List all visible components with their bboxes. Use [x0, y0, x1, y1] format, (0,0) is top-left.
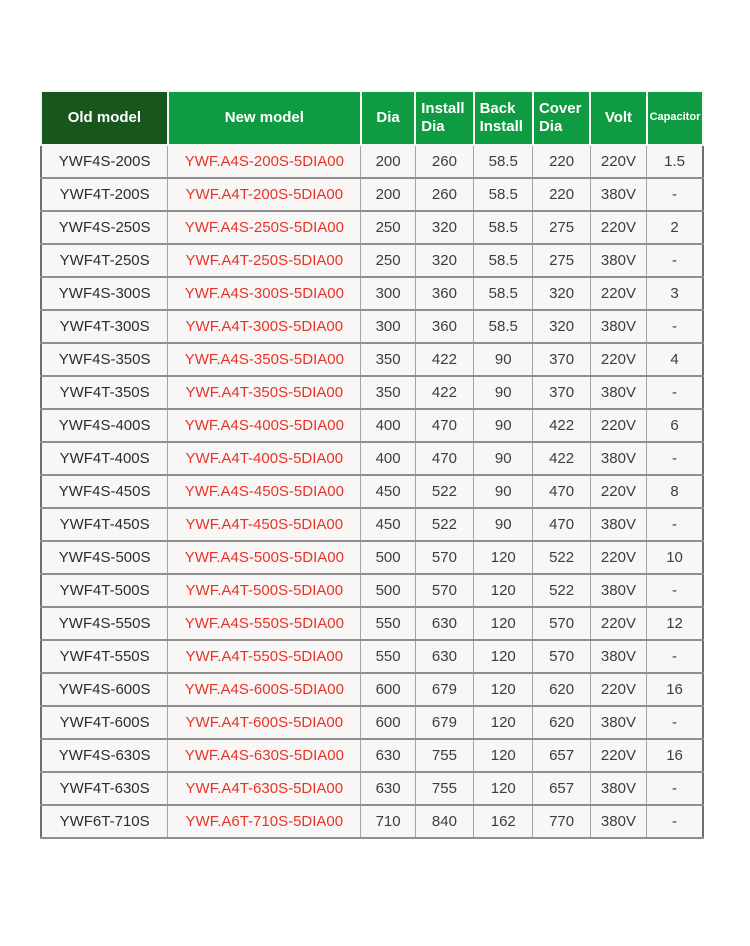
table-row	[41, 673, 703, 706]
volt-cell: 380V	[590, 574, 646, 607]
new-model-cell: YWF.A4T-450S-5DIA00	[168, 508, 361, 541]
table-header	[41, 91, 703, 145]
install-dia-cell: 522	[415, 508, 473, 541]
cover-dia-cell: 522	[533, 574, 590, 607]
table-row	[41, 574, 703, 607]
dia-cell: 300	[361, 310, 415, 343]
back-install-cell: 90	[474, 343, 533, 376]
cover-dia-cell: 570	[533, 640, 590, 673]
back-install-cell: 90	[474, 442, 533, 475]
table-row	[41, 739, 703, 772]
new-model-cell: YWF.A4S-600S-5DIA00	[168, 673, 361, 706]
new-model-cell: YWF.A4T-250S-5DIA00	[168, 244, 361, 277]
capacitor-cell: -	[647, 772, 703, 805]
old-model-cell: YWF4S-200S	[41, 145, 168, 178]
cover-dia-cell: 620	[533, 673, 590, 706]
back-install-cell: 90	[474, 508, 533, 541]
capacitor-cell: -	[647, 178, 703, 211]
table-row	[41, 541, 703, 574]
capacitor-cell: 3	[647, 277, 703, 310]
install-dia-cell: 320	[415, 244, 473, 277]
cover-dia-cell: 370	[533, 376, 590, 409]
install-dia-cell: 422	[415, 376, 473, 409]
old-model-cell: YWF4T-350S	[41, 376, 168, 409]
back-install-cell: 120	[474, 739, 533, 772]
header-new-model: New model	[168, 91, 361, 145]
capacitor-cell: -	[647, 244, 703, 277]
capacitor-cell: 6	[647, 409, 703, 442]
dia-cell: 710	[361, 805, 415, 838]
dia-cell: 350	[361, 376, 415, 409]
old-model-cell: YWF4S-400S	[41, 409, 168, 442]
back-install-cell: 58.5	[474, 244, 533, 277]
cover-dia-cell: 570	[533, 607, 590, 640]
volt-cell: 380V	[590, 640, 646, 673]
new-model-cell: YWF.A4T-550S-5DIA00	[168, 640, 361, 673]
dia-cell: 250	[361, 244, 415, 277]
header-capacitor: Capacitor	[647, 91, 703, 145]
header-row	[41, 91, 703, 145]
install-dia-cell: 570	[415, 574, 473, 607]
new-model-cell: YWF.A4S-200S-5DIA00	[168, 145, 361, 178]
new-model-cell: YWF.A4S-630S-5DIA00	[168, 739, 361, 772]
capacitor-cell: -	[647, 310, 703, 343]
header-old-model: Old model	[41, 91, 168, 145]
capacitor-cell: -	[647, 640, 703, 673]
cover-dia-cell: 620	[533, 706, 590, 739]
install-dia-cell: 630	[415, 607, 473, 640]
dia-cell: 600	[361, 706, 415, 739]
table-row	[41, 475, 703, 508]
install-dia-cell: 679	[415, 706, 473, 739]
back-install-cell: 58.5	[474, 211, 533, 244]
install-dia-cell: 755	[415, 772, 473, 805]
old-model-cell: YWF4S-250S	[41, 211, 168, 244]
install-dia-cell: 755	[415, 739, 473, 772]
table-row	[41, 178, 703, 211]
new-model-cell: YWF.A6T-710S-5DIA00	[168, 805, 361, 838]
table-row	[41, 277, 703, 310]
cover-dia-cell: 522	[533, 541, 590, 574]
old-model-cell: YWF4S-550S	[41, 607, 168, 640]
volt-cell: 220V	[590, 211, 646, 244]
install-dia-cell: 360	[415, 310, 473, 343]
dia-cell: 400	[361, 442, 415, 475]
table-row	[41, 508, 703, 541]
dia-cell: 300	[361, 277, 415, 310]
back-install-cell: 120	[474, 607, 533, 640]
cover-dia-cell: 320	[533, 277, 590, 310]
dia-cell: 550	[361, 607, 415, 640]
table-row	[41, 706, 703, 739]
volt-cell: 220V	[590, 739, 646, 772]
capacitor-cell: -	[647, 574, 703, 607]
cover-dia-cell: 657	[533, 772, 590, 805]
table-row	[41, 805, 703, 838]
capacitor-cell: 10	[647, 541, 703, 574]
cover-dia-cell: 770	[533, 805, 590, 838]
install-dia-cell: 570	[415, 541, 473, 574]
old-model-cell: YWF4S-600S	[41, 673, 168, 706]
install-dia-cell: 522	[415, 475, 473, 508]
new-model-cell: YWF.A4T-400S-5DIA00	[168, 442, 361, 475]
old-model-cell: YWF4T-450S	[41, 508, 168, 541]
table-row	[41, 640, 703, 673]
old-model-cell: YWF4S-450S	[41, 475, 168, 508]
table-row	[41, 409, 703, 442]
old-model-cell: YWF4S-630S	[41, 739, 168, 772]
back-install-cell: 90	[474, 376, 533, 409]
dia-cell: 500	[361, 574, 415, 607]
old-model-cell: YWF4S-500S	[41, 541, 168, 574]
install-dia-cell: 260	[415, 145, 473, 178]
new-model-cell: YWF.A4T-200S-5DIA00	[168, 178, 361, 211]
volt-cell: 220V	[590, 475, 646, 508]
old-model-cell: YWF4T-600S	[41, 706, 168, 739]
table-row	[41, 244, 703, 277]
table-row	[41, 442, 703, 475]
capacitor-cell: -	[647, 508, 703, 541]
table-row	[41, 310, 703, 343]
volt-cell: 380V	[590, 706, 646, 739]
fan-spec-table	[40, 90, 704, 839]
new-model-cell: YWF.A4S-400S-5DIA00	[168, 409, 361, 442]
dia-cell: 630	[361, 772, 415, 805]
install-dia-cell: 679	[415, 673, 473, 706]
old-model-cell: YWF6T-710S	[41, 805, 168, 838]
dia-cell: 350	[361, 343, 415, 376]
new-model-cell: YWF.A4S-500S-5DIA00	[168, 541, 361, 574]
volt-cell: 380V	[590, 244, 646, 277]
new-model-cell: YWF.A4T-300S-5DIA00	[168, 310, 361, 343]
volt-cell: 380V	[590, 508, 646, 541]
install-dia-cell: 260	[415, 178, 473, 211]
spec-table-body	[41, 145, 703, 838]
install-dia-cell: 422	[415, 343, 473, 376]
volt-cell: 220V	[590, 673, 646, 706]
capacitor-cell: 2	[647, 211, 703, 244]
volt-cell: 220V	[590, 409, 646, 442]
header-volt: Volt	[590, 91, 646, 145]
install-dia-cell: 630	[415, 640, 473, 673]
dia-cell: 500	[361, 541, 415, 574]
table-row	[41, 607, 703, 640]
dia-cell: 550	[361, 640, 415, 673]
cover-dia-cell: 470	[533, 508, 590, 541]
volt-cell: 380V	[590, 805, 646, 838]
capacitor-cell: -	[647, 805, 703, 838]
dia-cell: 450	[361, 475, 415, 508]
header-cover-dia: Cover Dia	[533, 91, 590, 145]
capacitor-cell: 12	[647, 607, 703, 640]
dia-cell: 200	[361, 145, 415, 178]
back-install-cell: 120	[474, 772, 533, 805]
table-row	[41, 772, 703, 805]
new-model-cell: YWF.A4S-250S-5DIA00	[168, 211, 361, 244]
volt-cell: 380V	[590, 178, 646, 211]
capacitor-cell: 16	[647, 739, 703, 772]
new-model-cell: YWF.A4S-350S-5DIA00	[168, 343, 361, 376]
table-row	[41, 145, 703, 178]
back-install-cell: 90	[474, 409, 533, 442]
dia-cell: 400	[361, 409, 415, 442]
volt-cell: 220V	[590, 541, 646, 574]
table-row	[41, 343, 703, 376]
volt-cell: 380V	[590, 442, 646, 475]
new-model-cell: YWF.A4S-300S-5DIA00	[168, 277, 361, 310]
volt-cell: 380V	[590, 772, 646, 805]
volt-cell: 220V	[590, 145, 646, 178]
cover-dia-cell: 320	[533, 310, 590, 343]
old-model-cell: YWF4T-400S	[41, 442, 168, 475]
old-model-cell: YWF4T-300S	[41, 310, 168, 343]
cover-dia-cell: 422	[533, 442, 590, 475]
capacitor-cell: -	[647, 376, 703, 409]
cover-dia-cell: 220	[533, 178, 590, 211]
capacitor-cell: 4	[647, 343, 703, 376]
dia-cell: 600	[361, 673, 415, 706]
capacitor-cell: -	[647, 442, 703, 475]
old-model-cell: YWF4T-500S	[41, 574, 168, 607]
new-model-cell: YWF.A4S-550S-5DIA00	[168, 607, 361, 640]
volt-cell: 380V	[590, 310, 646, 343]
new-model-cell: YWF.A4T-630S-5DIA00	[168, 772, 361, 805]
new-model-cell: YWF.A4T-500S-5DIA00	[168, 574, 361, 607]
table-row	[41, 211, 703, 244]
header-dia: Dia	[361, 91, 415, 145]
back-install-cell: 120	[474, 640, 533, 673]
back-install-cell: 90	[474, 475, 533, 508]
old-model-cell: YWF4T-200S	[41, 178, 168, 211]
header-install-dia: Install Dia	[415, 91, 473, 145]
dia-cell: 250	[361, 211, 415, 244]
cover-dia-cell: 370	[533, 343, 590, 376]
new-model-cell: YWF.A4S-450S-5DIA00	[168, 475, 361, 508]
dia-cell: 450	[361, 508, 415, 541]
install-dia-cell: 470	[415, 442, 473, 475]
old-model-cell: YWF4T-550S	[41, 640, 168, 673]
cover-dia-cell: 657	[533, 739, 590, 772]
back-install-cell: 120	[474, 673, 533, 706]
volt-cell: 220V	[590, 277, 646, 310]
back-install-cell: 120	[474, 574, 533, 607]
install-dia-cell: 470	[415, 409, 473, 442]
capacitor-cell: -	[647, 706, 703, 739]
old-model-cell: YWF4T-250S	[41, 244, 168, 277]
volt-cell: 380V	[590, 376, 646, 409]
cover-dia-cell: 470	[533, 475, 590, 508]
header-back-install: Back Install	[474, 91, 533, 145]
back-install-cell: 120	[474, 541, 533, 574]
old-model-cell: YWF4T-630S	[41, 772, 168, 805]
back-install-cell: 162	[474, 805, 533, 838]
cover-dia-cell: 422	[533, 409, 590, 442]
cover-dia-cell: 275	[533, 244, 590, 277]
back-install-cell: 120	[474, 706, 533, 739]
back-install-cell: 58.5	[474, 277, 533, 310]
capacitor-cell: 16	[647, 673, 703, 706]
install-dia-cell: 840	[415, 805, 473, 838]
volt-cell: 220V	[590, 607, 646, 640]
capacitor-cell: 1.5	[647, 145, 703, 178]
back-install-cell: 58.5	[474, 145, 533, 178]
dia-cell: 630	[361, 739, 415, 772]
cover-dia-cell: 220	[533, 145, 590, 178]
new-model-cell: YWF.A4T-350S-5DIA00	[168, 376, 361, 409]
new-model-cell: YWF.A4T-600S-5DIA00	[168, 706, 361, 739]
dia-cell: 200	[361, 178, 415, 211]
back-install-cell: 58.5	[474, 310, 533, 343]
install-dia-cell: 320	[415, 211, 473, 244]
cover-dia-cell: 275	[533, 211, 590, 244]
old-model-cell: YWF4S-350S	[41, 343, 168, 376]
old-model-cell: YWF4S-300S	[41, 277, 168, 310]
install-dia-cell: 360	[415, 277, 473, 310]
back-install-cell: 58.5	[474, 178, 533, 211]
volt-cell: 220V	[590, 343, 646, 376]
table-row	[41, 376, 703, 409]
capacitor-cell: 8	[647, 475, 703, 508]
